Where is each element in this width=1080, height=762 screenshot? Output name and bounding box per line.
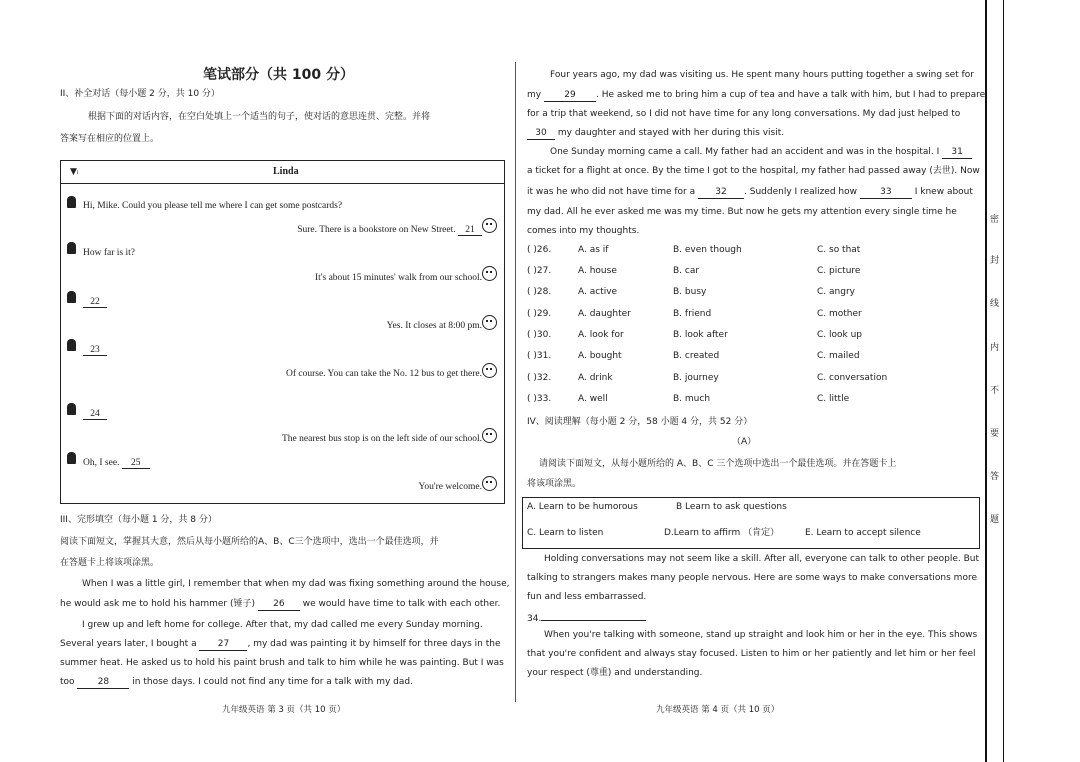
speaker-icon [67,291,76,303]
cloze-option-a: A. drink [578,373,613,383]
cloze-paragraph-4-line3: it was he who did not have time for a 32 . Suddenly I realized how 33 I knew about [527,187,973,197]
section-3-instruction-cont: 在答题卡上将该项涂黑。 [60,558,160,568]
cloze-option-c: C. little [817,394,850,404]
option-c: C. Learn to listen [527,528,604,538]
cloze-option-b: B. car [673,266,700,276]
cloze-option-b: B. even though [673,245,742,255]
cloze-paragraph-1: When I was a little girl, I remember that when my dad was fixing something around the house, [82,579,510,589]
cloze-option-b: B. created [673,351,720,361]
option-e: E. Learn to accept silence [805,528,921,538]
cloze-paragraph-3-line4: 30 my daughter and stayed with her during this visit. [527,127,784,140]
question-34: 34. [527,610,646,625]
cloze-paragraph-3: Four years ago, my dad was visiting us. He spent many hours putting together a swing set for [550,70,974,80]
face-icon [482,428,497,443]
cloze-option-a: A. house [578,266,617,276]
reading-paragraph-1-line3: fun and less embarrassed. [527,592,647,602]
binding-margin-char: 不 [990,386,1000,396]
dialog-header [61,161,504,184]
section-2-title: II、补全对话（每小题 2 分，共 10 分） [60,89,220,99]
binding-margin-char: 答 [990,472,1000,482]
face-icon [482,266,497,281]
cloze-paragraph-3-line3: for a trip that weekend, so I did not have time for any long conversations. My dad just helped to [527,109,961,119]
dialog-line-3: How far is it? [83,248,135,258]
cloze-question-number: ( )33. [527,394,552,404]
binding-margin-char: 封 [990,256,1000,266]
face-icon [482,218,497,233]
cloze-paragraph-3-cont: my 29 . He asked me to bring him a cup of tea and have a talk with him, but I had to prepare [527,90,986,100]
dialog-line-12: You're welcome. [418,482,482,492]
dialog-line-8: Of course. You can take the No. 12 bus to get there. [285,369,482,379]
binding-margin-char: 内 [990,343,1000,353]
cloze-option-b: B. busy [673,287,707,297]
cloze-paragraph-2-line4: too 28 in those days. I could not find any time for a talk with my dad. [60,677,413,687]
dialog-line-11: Oh, I see. 25 [83,458,150,469]
cloze-question-number: ( )32. [527,373,552,383]
cloze-question-number: ( )27. [527,266,552,276]
cloze-option-b: B. look after [673,330,728,340]
section-2-instruction-cont: 答案写在相应的位置上。 [60,134,160,144]
dialog-contact-name: Linda [273,166,299,177]
signal-icon: ▼ᵢ [70,167,79,177]
cloze-option-a: A. as if [578,245,609,255]
binding-border [985,0,987,762]
cloze-question-number: ( )29. [527,309,552,319]
cloze-option-a: A. daughter [578,309,631,319]
cloze-paragraph-4-line4: my dad. All he ever asked me was my time. But now he gets my attention every single time he [527,207,957,217]
section-4-instruction-cont: 将该项涂黑。 [527,479,582,489]
cloze-paragraph-4-line5: comes into my thoughts. [527,226,640,236]
reading-paragraph-1: Holding conversations may not seem like a skill. After all, everyone can talk to other people. But [544,554,979,564]
cloze-paragraph-2: I grew up and left home for college. After that, my dad called me every Sunday morning. [82,620,483,630]
cloze-option-b: B. much [673,394,711,404]
cloze-paragraph-1-cont: he would ask me to hold his hammer (锤子) 26 we would have time to talk with each other. [60,599,501,609]
reading-paragraph-2-line2: that you're confident and always stay focused. Listen to him or her patiently and let him or her feel [527,649,976,659]
binding-border-inner [1003,0,1004,762]
page-footer-left: 九年级英语 第 3 页（共 10 页） [222,705,346,715]
cloze-option-c: C. mailed [817,351,860,361]
cloze-option-c: C. look up [817,330,863,340]
cloze-question-number: ( )28. [527,287,552,297]
reading-paragraph-2: When you're talking with someone, stand up straight and look him or her in the eye. This shows [544,630,978,640]
face-icon [482,315,497,330]
cloze-paragraph-4-line2: a ticket for a flight at once. By the time I got to the hospital, my father had passed away (去世). Now [527,166,980,176]
dialog-line-4: It's about 15 minutes' walk from our school. [314,273,482,283]
cloze-option-c: C. mother [817,309,862,319]
speaker-icon [67,403,76,415]
option-b: B Learn to ask questions [676,502,787,512]
dialog-line-6: Yes. It closes at 8:00 pm. [386,321,482,331]
reading-paragraph-1-line2: talking to strangers makes many people nervous. Here are some ways to make conversations more [527,573,977,583]
section-2-instruction: 根据下面的对话内容，在空白处填上一个适当的句子，使对话的意思连贯、完整。并将 [88,112,431,122]
dialog-line-7: 23 [83,345,107,356]
cloze-paragraph-2-line3: summer heat. He asked us to hold his paint brush and talk to him while he was painting. But I was [60,658,504,668]
cloze-option-c: C. picture [817,266,861,276]
speaker-icon [67,196,76,208]
speaker-icon [67,452,76,464]
cloze-option-a: A. bought [578,351,622,361]
cloze-option-b: B. friend [673,309,712,319]
cloze-option-c: C. conversation [817,373,888,383]
speaker-icon [67,242,76,254]
section-3-instruction: 阅读下面短文，掌握其大意，然后从每小题所给的A、B、C三个选项中，选出一个最佳选项，并 [60,537,439,547]
binding-margin-char: 要 [990,429,1000,439]
cloze-question-number: ( )31. [527,351,552,361]
section-4-title: IV、阅读理解（每小题 2 分，58 小题 4 分，共 52 分） [527,417,753,427]
section-3-title: III、完形填空（每小题 1 分，共 8 分） [60,515,217,525]
dialog-box [60,160,505,504]
face-icon [482,476,497,491]
page-footer-right: 九年级英语 第 4 页（共 10 页） [656,705,780,715]
face-icon [482,363,497,378]
cloze-question-number: ( )26. [527,245,552,255]
cloze-option-c: C. so that [817,245,861,255]
cloze-option-b: B. journey [673,373,719,383]
section-4-instruction: 请阅读下面短文，从每小题所给的 A、B、C 三个选项中选出一个最佳选项。并在答题卡上 [539,459,897,469]
reading-paragraph-2-line3: your respect (尊重) and understanding. [527,668,703,678]
column-divider [515,62,516,702]
cloze-paragraph-4: One Sunday morning came a call. My father had an accident and was in the hospital. I 31 [550,146,972,159]
cloze-option-a: A. look for [578,330,624,340]
section-4-subtitle: （A） [732,437,757,447]
binding-margin-char: 线 [990,299,1000,309]
dialog-line-1: Hi, Mike. Could you please tell me where I can get some postcards? [83,201,343,211]
dialog-line-5: 22 [83,297,107,308]
cloze-option-a: A. active [578,287,618,297]
cloze-question-number: ( )30. [527,330,552,340]
dialog-line-10: The nearest bus stop is on the left side of our school. [282,434,482,444]
dialog-line-2: Sure. There is a bookstore on New Street. 21 [297,225,482,236]
page-title: 笔试部分（共 100 分） [203,67,354,83]
cloze-paragraph-2-cont: Several years later, I bought a 27 , my dad was painting it by himself for three days in the [60,639,501,649]
cloze-option-c: C. angry [817,287,855,297]
speaker-icon [67,339,76,351]
dialog-line-9: 24 [83,409,107,420]
binding-margin-char: 密 [990,215,1000,225]
option-d: D.Learn to affirm （肯定） [664,528,780,538]
binding-margin-char: 题 [990,515,1000,525]
cloze-option-a: A. well [578,394,608,404]
option-a: A. Learn to be humorous [527,502,638,512]
